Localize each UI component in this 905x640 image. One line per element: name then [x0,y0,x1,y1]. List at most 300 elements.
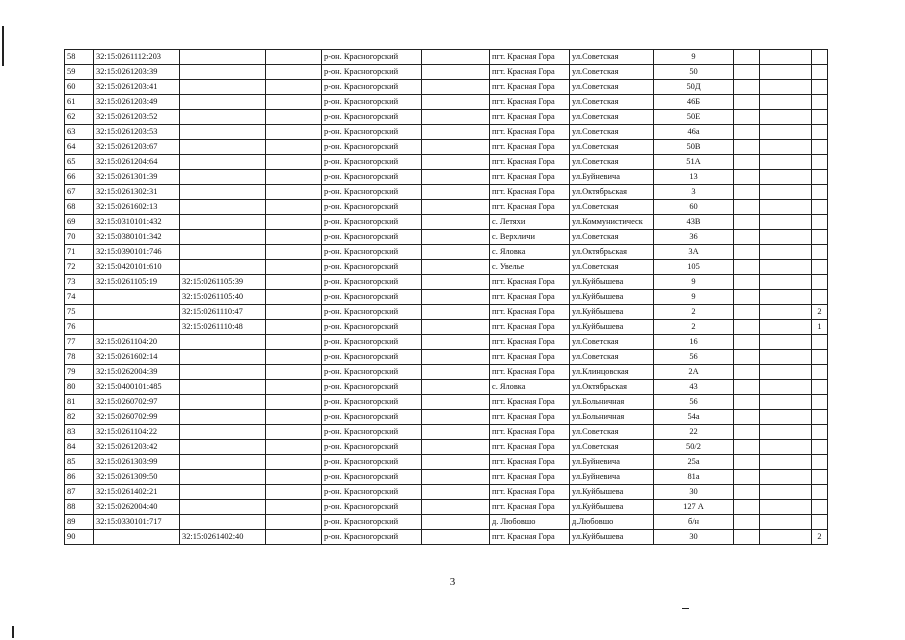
row-number-cell: 88 [65,500,94,515]
district-cell: р-он. Красногорский [322,485,422,500]
extra-cell [734,350,760,365]
extra-cell [760,140,812,155]
cadastral-number-cell: 32:15:0390101:746 [94,245,180,260]
settlement-cell: пгт. Красная Гора [490,425,570,440]
row-number-cell: 63 [65,125,94,140]
settlement-cell: пгт. Красная Гора [490,350,570,365]
house-number-cell: 105 [654,260,734,275]
linked-cadastral-cell [180,155,266,170]
count-cell [812,200,828,215]
count-cell [812,245,828,260]
row-number-cell: 73 [65,275,94,290]
empty-cell [266,185,322,200]
table-row [65,425,828,440]
table-row [65,185,828,200]
row-number-cell: 83 [65,425,94,440]
table-row [65,50,828,65]
count-cell: 1 [812,320,828,335]
count-cell [812,410,828,425]
extra-cell [760,275,812,290]
extra-cell [734,80,760,95]
district-cell: р-он. Красногорский [322,350,422,365]
settlement-cell: пгт. Красная Гора [490,395,570,410]
house-number-cell: 2А [654,365,734,380]
street-cell: ул.Советская [570,425,654,440]
empty-cell [266,125,322,140]
street-cell: ул.Советская [570,230,654,245]
table-row [65,530,828,545]
cadastral-number-cell: 32:15:0261309:50 [94,470,180,485]
count-cell [812,290,828,305]
row-number-cell: 76 [65,320,94,335]
extra-cell [734,395,760,410]
empty-cell [422,335,490,350]
cadastral-number-cell [94,320,180,335]
table-row [65,290,828,305]
extra-cell [734,155,760,170]
table-row [65,140,828,155]
settlement-cell: пгт. Красная Гора [490,455,570,470]
empty-cell [422,200,490,215]
empty-cell [266,485,322,500]
register-table-body [65,50,828,545]
extra-cell [760,65,812,80]
empty-cell [266,320,322,335]
linked-cadastral-cell [180,425,266,440]
table-row [65,410,828,425]
linked-cadastral-cell [180,185,266,200]
row-number-cell: 90 [65,530,94,545]
extra-cell [734,50,760,65]
extra-cell [760,455,812,470]
cadastral-number-cell: 32:15:0260702:99 [94,410,180,425]
extra-cell [760,95,812,110]
row-number-cell: 74 [65,290,94,305]
empty-cell [422,245,490,260]
extra-cell [760,500,812,515]
extra-cell [760,365,812,380]
count-cell: 2 [812,530,828,545]
extra-cell [760,155,812,170]
table-row [65,335,828,350]
house-number-cell: 3А [654,245,734,260]
extra-cell [734,425,760,440]
count-cell [812,350,828,365]
district-cell: р-он. Красногорский [322,305,422,320]
linked-cadastral-cell [180,215,266,230]
district-cell: р-он. Красногорский [322,530,422,545]
street-cell: ул.Буйневича [570,470,654,485]
scan-dash-mark [682,608,689,609]
street-cell: ул.Куйбышева [570,485,654,500]
settlement-cell: пгт. Красная Гора [490,470,570,485]
district-cell: р-он. Красногорский [322,65,422,80]
street-cell: ул.Куйбышева [570,530,654,545]
settlement-cell: пгт. Красная Гора [490,170,570,185]
street-cell: ул.Советская [570,80,654,95]
cadastral-number-cell: 32:15:0261303:99 [94,455,180,470]
house-number-cell: 46Б [654,95,734,110]
cadastral-number-cell: 32:15:0261203:53 [94,125,180,140]
empty-cell [422,440,490,455]
cadastral-number-cell: 32:15:0330101:717 [94,515,180,530]
linked-cadastral-cell [180,515,266,530]
cadastral-number-cell: 32:15:0261602:14 [94,350,180,365]
extra-cell [760,245,812,260]
empty-cell [422,365,490,380]
row-number-cell: 89 [65,515,94,530]
row-number-cell: 68 [65,200,94,215]
house-number-cell: 16 [654,335,734,350]
house-number-cell: 50 [654,65,734,80]
cadastral-number-cell: 32:15:0261402:21 [94,485,180,500]
linked-cadastral-cell [180,350,266,365]
empty-cell [266,95,322,110]
count-cell [812,515,828,530]
district-cell: р-он. Красногорский [322,515,422,530]
street-cell: ул.Клинцовская [570,365,654,380]
linked-cadastral-cell: 32:15:0261105:39 [180,275,266,290]
street-cell: ул.Куйбышева [570,500,654,515]
linked-cadastral-cell [180,140,266,155]
street-cell: ул.Буйневича [570,455,654,470]
extra-cell [760,50,812,65]
empty-cell [266,335,322,350]
settlement-cell: пгт. Красная Гора [490,440,570,455]
row-number-cell: 77 [65,335,94,350]
house-number-cell: 56 [654,350,734,365]
extra-cell [734,215,760,230]
table-row [65,125,828,140]
table-row [65,440,828,455]
house-number-cell: 13 [654,170,734,185]
linked-cadastral-cell [180,95,266,110]
table-row [65,65,828,80]
cadastral-number-cell: 32:15:0261104:20 [94,335,180,350]
table-row [65,110,828,125]
table-row [65,245,828,260]
linked-cadastral-cell [180,365,266,380]
empty-cell [266,200,322,215]
linked-cadastral-cell [180,50,266,65]
count-cell [812,380,828,395]
count-cell [812,230,828,245]
house-number-cell: 30 [654,530,734,545]
cadastral-number-cell: 32:15:0310101:432 [94,215,180,230]
settlement-cell: пгт. Красная Гора [490,95,570,110]
street-cell: ул.Октябрьская [570,185,654,200]
table-row [65,260,828,275]
table-row [65,395,828,410]
empty-cell [422,500,490,515]
empty-cell [422,230,490,245]
house-number-cell: 2 [654,320,734,335]
cadastral-number-cell [94,290,180,305]
empty-cell [422,65,490,80]
cadastral-number-cell: 32:15:0262004:40 [94,500,180,515]
house-number-cell: 56 [654,395,734,410]
extra-cell [734,65,760,80]
settlement-cell: пгт. Красная Гора [490,500,570,515]
row-number-cell: 61 [65,95,94,110]
extra-cell [734,440,760,455]
district-cell: р-он. Красногорский [322,260,422,275]
district-cell: р-он. Красногорский [322,215,422,230]
district-cell: р-он. Красногорский [322,50,422,65]
settlement-cell: пгт. Красная Гора [490,110,570,125]
cadastral-number-cell: 32:15:0261302:31 [94,185,180,200]
street-cell: ул.Советская [570,350,654,365]
street-cell: ул.Октябрьская [570,380,654,395]
extra-cell [760,260,812,275]
table-row [65,380,828,395]
extra-cell [734,200,760,215]
extra-cell [734,320,760,335]
linked-cadastral-cell: 32:15:0261402:40 [180,530,266,545]
extra-cell [734,485,760,500]
extra-cell [760,395,812,410]
district-cell: р-он. Красногорский [322,185,422,200]
linked-cadastral-cell [180,125,266,140]
extra-cell [734,305,760,320]
table-row [65,500,828,515]
count-cell [812,425,828,440]
extra-cell [734,110,760,125]
street-cell: ул.Больничная [570,395,654,410]
district-cell: р-он. Красногорский [322,245,422,260]
table-row [65,485,828,500]
row-number-cell: 80 [65,380,94,395]
street-cell: ул.Советская [570,155,654,170]
extra-cell [760,185,812,200]
table-row [65,155,828,170]
extra-cell [760,470,812,485]
count-cell [812,275,828,290]
linked-cadastral-cell [180,470,266,485]
settlement-cell: пгт. Красная Гора [490,140,570,155]
street-cell: ул.Советская [570,95,654,110]
district-cell: р-он. Красногорский [322,335,422,350]
house-number-cell: 9 [654,50,734,65]
extra-cell [760,320,812,335]
cadastral-number-cell: 32:15:0260702:97 [94,395,180,410]
extra-cell [734,125,760,140]
count-cell [812,185,828,200]
settlement-cell: пгт. Красная Гора [490,410,570,425]
empty-cell [266,290,322,305]
extra-cell [734,470,760,485]
extra-cell [760,200,812,215]
empty-cell [422,275,490,290]
cadastral-number-cell: 32:15:0400101:485 [94,380,180,395]
extra-cell [760,410,812,425]
table-row [65,365,828,380]
empty-cell [422,425,490,440]
row-number-cell: 72 [65,260,94,275]
count-cell [812,500,828,515]
empty-cell [266,305,322,320]
cadastral-number-cell: 32:15:0261301:39 [94,170,180,185]
street-cell: ул.Куйбышева [570,275,654,290]
empty-cell [266,380,322,395]
house-number-cell: 50Е [654,110,734,125]
cadastral-number-cell: 32:15:0261203:67 [94,140,180,155]
table-row [65,80,828,95]
street-cell: д.Любовшо [570,515,654,530]
settlement-cell: пгт. Красная Гора [490,485,570,500]
empty-cell [422,410,490,425]
linked-cadastral-cell [180,245,266,260]
table-row [65,455,828,470]
house-number-cell: 54а [654,410,734,425]
house-number-cell: 25а [654,455,734,470]
register-table [64,49,828,545]
extra-cell [760,425,812,440]
page-number: 3 [449,576,456,588]
count-cell [812,155,828,170]
empty-cell [422,215,490,230]
count-cell [812,140,828,155]
extra-cell [760,350,812,365]
table-row [65,320,828,335]
empty-cell [266,365,322,380]
district-cell: р-он. Красногорский [322,440,422,455]
house-number-cell: 22 [654,425,734,440]
count-cell [812,170,828,185]
empty-cell [266,425,322,440]
house-number-cell: 50Д [654,80,734,95]
district-cell: р-он. Красногорский [322,395,422,410]
house-number-cell: 2 [654,305,734,320]
empty-cell [422,170,490,185]
street-cell: ул.Октябрьская [570,245,654,260]
empty-cell [422,350,490,365]
empty-cell [422,290,490,305]
settlement-cell: с. Яловка [490,380,570,395]
row-number-cell: 79 [65,365,94,380]
table-row [65,350,828,365]
district-cell: р-он. Красногорский [322,140,422,155]
settlement-cell: пгт. Красная Гора [490,185,570,200]
empty-cell [422,320,490,335]
empty-cell [266,455,322,470]
house-number-cell: 30 [654,485,734,500]
extra-cell [734,260,760,275]
count-cell [812,65,828,80]
district-cell: р-он. Красногорский [322,95,422,110]
extra-cell [734,275,760,290]
extra-cell [760,335,812,350]
street-cell: ул.Больничная [570,410,654,425]
cadastral-number-cell [94,305,180,320]
empty-cell [266,65,322,80]
count-cell [812,50,828,65]
house-number-cell: 9 [654,275,734,290]
table-row [65,470,828,485]
settlement-cell: пгт. Красная Гора [490,155,570,170]
settlement-cell: пгт. Красная Гора [490,50,570,65]
empty-cell [266,530,322,545]
linked-cadastral-cell [180,260,266,275]
empty-cell [422,395,490,410]
street-cell: ул.Советская [570,110,654,125]
table-row [65,215,828,230]
street-cell: ул.Советская [570,440,654,455]
cadastral-number-cell: 32:15:0261203:49 [94,95,180,110]
linked-cadastral-cell [180,110,266,125]
extra-cell [734,290,760,305]
house-number-cell: 127 А [654,500,734,515]
empty-cell [266,215,322,230]
row-number-cell: 84 [65,440,94,455]
house-number-cell: 46а [654,125,734,140]
extra-cell [734,245,760,260]
house-number-cell: 3 [654,185,734,200]
empty-cell [422,185,490,200]
empty-cell [266,500,322,515]
district-cell: р-он. Красногорский [322,425,422,440]
settlement-cell: с. Летяхи [490,215,570,230]
linked-cadastral-cell [180,380,266,395]
count-cell [812,470,828,485]
linked-cadastral-cell [180,170,266,185]
settlement-cell: пгт. Красная Гора [490,80,570,95]
cadastral-number-cell: 32:15:0261112:203 [94,50,180,65]
empty-cell [266,140,322,155]
property-register-table [64,49,828,545]
table-row [65,230,828,245]
house-number-cell: 81а [654,470,734,485]
count-cell [812,110,828,125]
district-cell: р-он. Красногорский [322,320,422,335]
empty-cell [266,440,322,455]
house-number-cell: 9 [654,290,734,305]
district-cell: р-он. Красногорский [322,110,422,125]
empty-cell [422,305,490,320]
row-number-cell: 64 [65,140,94,155]
street-cell: ул.Советская [570,65,654,80]
empty-cell [422,80,490,95]
house-number-cell: 50В [654,140,734,155]
count-cell [812,455,828,470]
empty-cell [266,515,322,530]
street-cell: ул.Советская [570,140,654,155]
linked-cadastral-cell [180,335,266,350]
district-cell: р-он. Красногорский [322,155,422,170]
extra-cell [760,80,812,95]
linked-cadastral-cell [180,410,266,425]
district-cell: р-он. Красногорский [322,125,422,140]
cadastral-number-cell [94,530,180,545]
house-number-cell: 43 [654,380,734,395]
count-cell [812,335,828,350]
district-cell: р-он. Красногорский [322,500,422,515]
empty-cell [422,125,490,140]
cadastral-number-cell: 32:15:0380101:342 [94,230,180,245]
table-row [65,275,828,290]
empty-cell [422,485,490,500]
extra-cell [760,530,812,545]
empty-cell [266,230,322,245]
row-number-cell: 59 [65,65,94,80]
extra-cell [760,215,812,230]
district-cell: р-он. Красногорский [322,170,422,185]
empty-cell [422,530,490,545]
empty-cell [422,95,490,110]
cadastral-number-cell: 32:15:0261204:64 [94,155,180,170]
linked-cadastral-cell [180,65,266,80]
settlement-cell: пгт. Красная Гора [490,335,570,350]
